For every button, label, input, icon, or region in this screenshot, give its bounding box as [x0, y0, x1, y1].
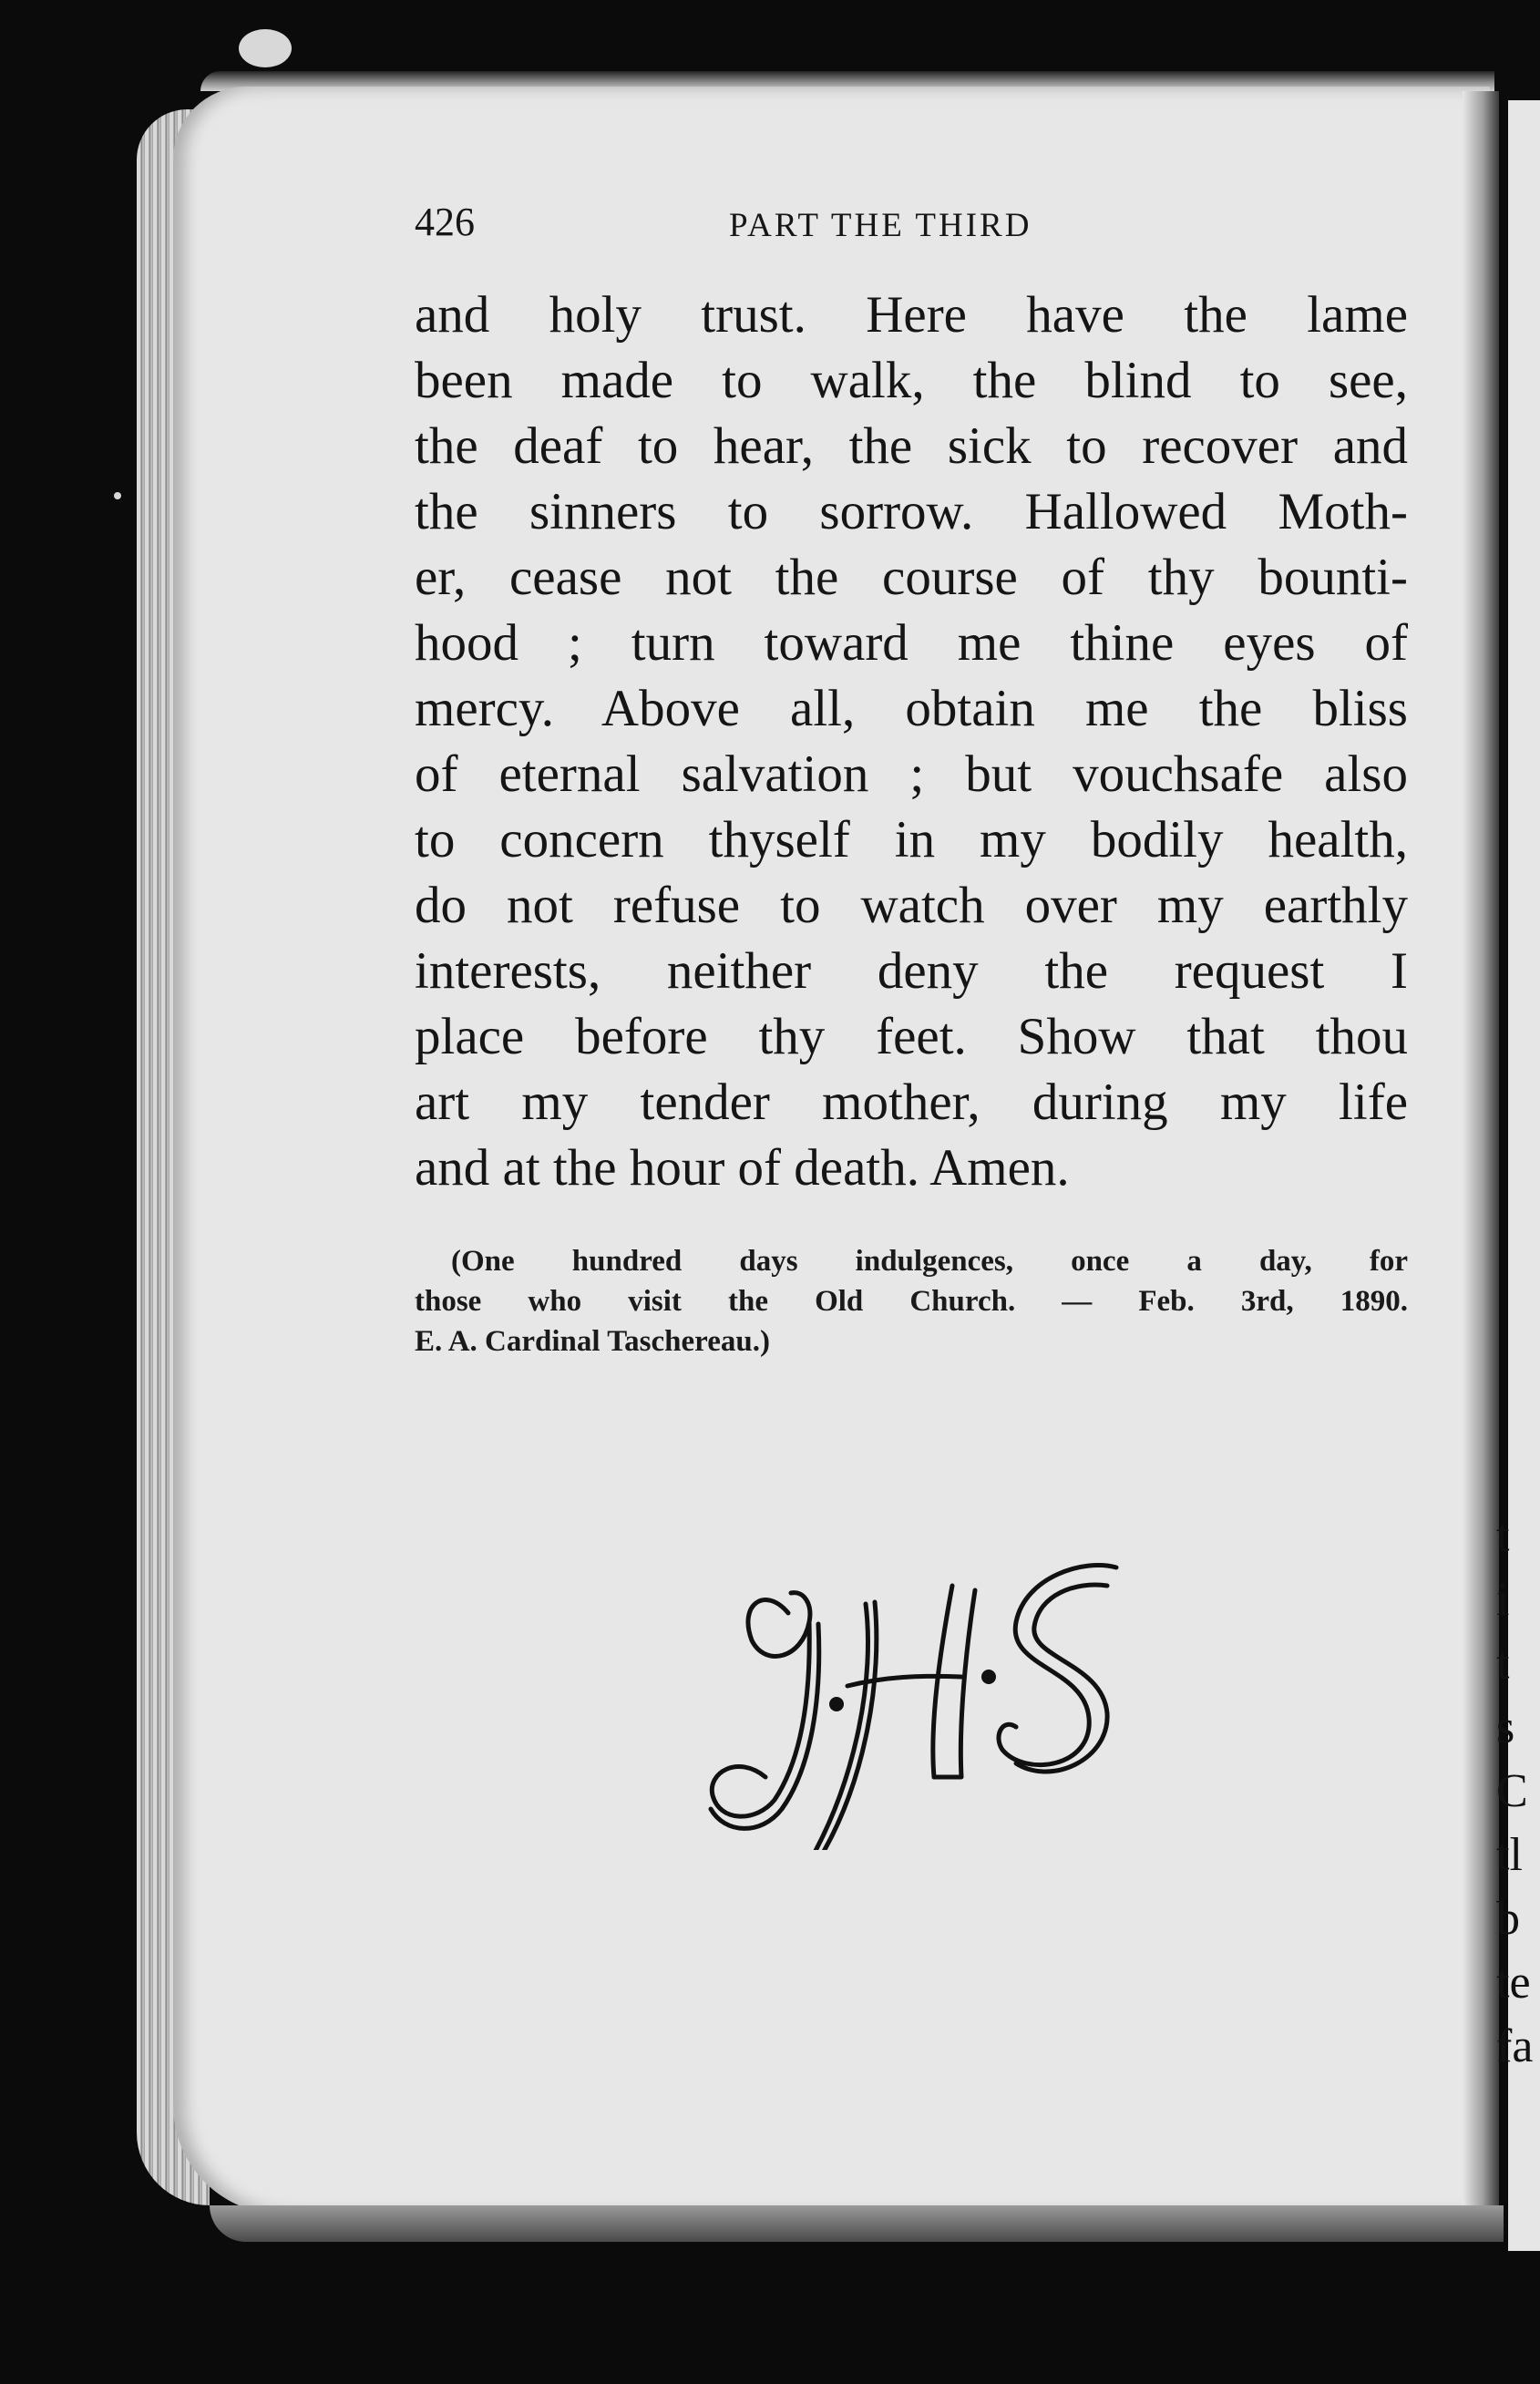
body-line: to concern thyself in my bodily health, [415, 811, 1408, 868]
facing-page-fragment: te [1496, 1957, 1531, 2009]
body-line: place before thy feet. Show that thou [415, 1008, 1408, 1065]
monogram-h-right [933, 1586, 975, 1777]
facing-page-fragment: b [1496, 1893, 1520, 1945]
body-line: of eternal salvation ; but vouchsafe also [415, 745, 1408, 803]
body-line: hood ; turn toward me thine eyes of [415, 614, 1408, 672]
body-line: the deaf to hear, the sick to recover and [415, 417, 1408, 475]
facing-page-fragment: tl [1496, 1829, 1523, 1881]
monogram-dot [829, 1697, 844, 1711]
monogram-dot [981, 1670, 996, 1684]
facing-page-fragment: s [1496, 1701, 1515, 1753]
running-head: PART THE THIRD [729, 207, 1032, 244]
facing-page-fragment: t [1496, 1638, 1510, 1690]
facing-page-fragment: fa [1496, 2020, 1534, 2072]
facing-page-fragment: C [1496, 1765, 1528, 1817]
facing-page-fragment: i [1496, 1574, 1510, 1626]
body-line: art my tender mother, during my life [415, 1074, 1408, 1131]
dust-speck [239, 29, 292, 67]
note-line: those who visit the Old Church. — Feb. 3rd, 1890. [415, 1285, 1408, 1318]
body-line: er, cease not the course of thy bounti- [415, 549, 1408, 606]
ihs-monogram [702, 1549, 1139, 1850]
indulgence-note [415, 1241, 1408, 1362]
page-number: 426 [415, 200, 475, 244]
note-line: (One hundred days indulgences, once a day, for [451, 1245, 1408, 1278]
body-line: interests, neither deny the request I [415, 942, 1408, 1000]
body-line: been made to walk, the blind to see, [415, 352, 1408, 409]
body-line: mercy. Above all, obtain me the bliss [415, 680, 1408, 737]
monogram-i-stroke [748, 1593, 810, 1657]
note-line: E. A. Cardinal Taschereau.) [415, 1325, 770, 1358]
body-text [415, 283, 1408, 1201]
page-bottom-edge [210, 2205, 1504, 2242]
dust-speck [114, 492, 121, 499]
page-header [415, 199, 1408, 253]
body-line: and holy trust. Here have the lame [415, 286, 1408, 344]
book-gutter [1463, 91, 1499, 2214]
body-line: the sinners to sorrow. Hallowed Moth- [415, 483, 1408, 540]
body-line: and at the hour of death. Amen. [415, 1139, 1070, 1197]
body-line: do not refuse to watch over my earthly [415, 877, 1408, 934]
facing-page-fragment: t [1496, 1510, 1510, 1562]
